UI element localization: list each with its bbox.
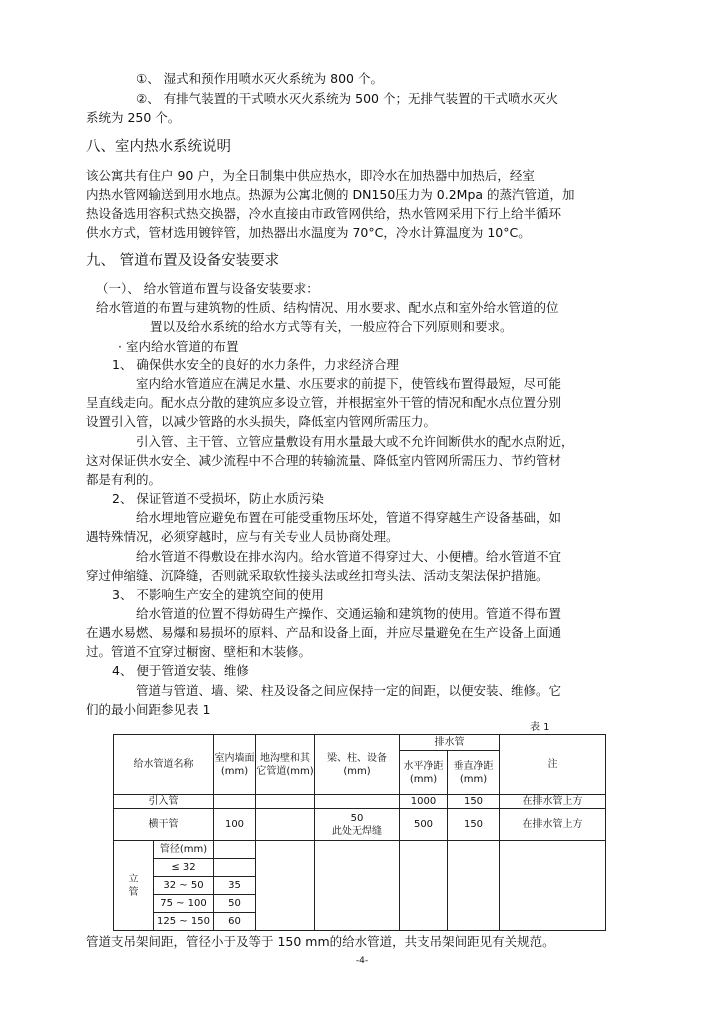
riser-size: 75 ~ 100 (154, 895, 214, 913)
numbered-heading: 4、 便于管道安装、维修 (112, 663, 249, 678)
paragraph-line: 给水管道不得敷设在排水沟内。给水管道不得穿过大、小便槽。给水管道不宜 (136, 549, 562, 564)
paragraph-line: 都是有利的。 (86, 472, 162, 487)
row-main-wall: 100 (214, 809, 256, 841)
header-drain-vertical: 垂直净距(mm) (448, 751, 500, 795)
header-drain: 排水管 (400, 735, 500, 751)
paragraph-line: 这对保证供水安全、减少流程中不合理的转输流量、降低室内管网所需压力、节约管材 (86, 453, 562, 468)
riser-label (114, 841, 154, 931)
paragraph-line: 给水管道的位置不得妨碍生产操作、交通运输和建筑物的使用。管道不得布置 (136, 606, 562, 621)
cell-empty (256, 809, 315, 841)
paragraph-line: 设置引入管，以减少管路的水头损失，降低室内管网所需压力。 (86, 414, 437, 429)
riser-size: 125 ~ 150 (154, 913, 214, 931)
riser-label-char: 立 (128, 873, 139, 885)
paragraph-line: 引入管、主干管、立管应量敷设有用水量最大或不允许间断供水的配水点附近， (136, 434, 574, 449)
paragraph-line: ①、 湿式和预作用喷水灭火系统为 800 个。 (136, 71, 383, 86)
paragraph-line: 们的最小间距参见表 1 (86, 702, 211, 717)
paragraph-line: 内热水管网输送到用水地点。热源为公寓北侧的 DN150压力为 0.2Mpa 的蒸汽管道，加 (86, 187, 575, 202)
numbered-heading: 2、 保证管道不受损坏，防止水质污染 (112, 491, 324, 506)
header-pipe-name: 给水管道名称 (114, 735, 214, 795)
header-note: 注 (500, 735, 606, 795)
paragraph-line: 该公寓共有住户 90 户，为全日制集中供应热水，即冷水在加热器中加热后，经室 (86, 168, 535, 183)
cell-empty (448, 841, 500, 931)
numbered-heading: 3、 不影响生产安全的建筑空间的使用 (112, 587, 324, 602)
paragraph-line: 给水管道的布置与建筑物的性质、结构情况、用水要求、配水点和室外给水管道的位 (96, 300, 559, 315)
cell-empty (256, 841, 315, 931)
row-main-vertical: 150 (448, 809, 500, 841)
riser-size: ≤ 32 (154, 859, 214, 877)
paragraph-line: ②、 有排气装置的干式喷水灭火系统为 500 个；无排气装置的干式喷水灭火 (136, 91, 558, 106)
subsection-heading: （一）、 给水管道布置与设备安装要求： (96, 281, 319, 296)
cell-empty (500, 841, 606, 931)
cell-empty (214, 795, 256, 809)
row-inlet-vertical: 150 (448, 795, 500, 809)
row-main-beam (315, 809, 400, 841)
riser-wall-value: 60 (214, 913, 256, 931)
header-trench: 地沟壁和其它管道(mm) (256, 735, 315, 795)
cell-empty (315, 795, 400, 809)
row-main-beam-remark: 此处无焊缝 (332, 825, 382, 837)
paragraph-line: 管道支吊架间距，管径小于及等于 150 mm的给水管道，共支吊架间距见有关规范。 (86, 934, 555, 949)
paragraph-line: 给水埋地管应避免布置在可能受重物压坏处，管道不得穿越生产设备基础，如 (136, 510, 562, 525)
paragraph-line: 置以及给水系统的给水方式等有关，一般应符合下列原则和要求。 (150, 319, 513, 334)
riser-wall-value: 35 (214, 877, 256, 895)
header-beam: 梁、柱、设备 (mm) (315, 735, 400, 795)
section-heading: 八、室内热水系统说明 (86, 139, 231, 155)
bullet-heading: · 室内给水管道的布置 (118, 339, 239, 354)
row-inlet-note: 在排水管上方 (500, 795, 606, 809)
cell-empty (256, 795, 315, 809)
paragraph-line: 在遇水易燃、易爆和易损坏的原料、产品和设备上面，并应尽量避免在生产设备上面通 (86, 625, 562, 640)
page-number: -4- (355, 956, 369, 966)
row-main-note: 在排水管上方 (500, 809, 606, 841)
riser-label-char: 管 (128, 886, 139, 898)
row-inlet-horizontal: 1000 (400, 795, 448, 809)
header-drain-horizontal: 水平净距(mm) (400, 751, 448, 795)
paragraph-line: 系统为 250 个。 (86, 110, 181, 125)
paragraph-line: 热设备选用容积式热交换器，冷水直接由市政管网供给，热水管网采用下行上给半循环 (86, 206, 562, 221)
cell-empty (214, 841, 256, 859)
riser-wall-value: 50 (214, 895, 256, 913)
paragraph-line: 过。管道不宜穿过橱窗、壁柜和木装修。 (86, 644, 312, 659)
paragraph-line: 穿过伸缩缝、沉降缝，否则就采取软性接头法或丝扣弯头法、活动支架法保护措施。 (86, 568, 549, 583)
spacing-table (113, 734, 606, 931)
riser-subheader: 管径(mm) (154, 841, 214, 859)
row-main-name: 横干管 (114, 809, 214, 841)
row-main-beam-value: 50 (350, 812, 364, 824)
riser-wall-value (214, 859, 256, 877)
row-inlet-name: 引入管 (114, 795, 214, 809)
riser-size: 32 ~ 50 (154, 877, 214, 895)
paragraph-line: 遇特殊情况，必须穿越时，应与有关专业人员协商处理。 (86, 529, 399, 544)
paragraph-line: 供水方式，管材选用镀锌管，加热器出水温度为 70°C，冷水计算温度为 10°C。 (86, 225, 531, 240)
numbered-heading: 1、 确保供水安全的良好的水力条件，力求经济合理 (112, 357, 399, 372)
table-caption: 表 1 (530, 722, 550, 733)
section-heading: 九、 管道布置及设备安装要求 (86, 253, 280, 269)
row-main-horizontal: 500 (400, 809, 448, 841)
paragraph-line: 管道与管道、墙、梁、柱及设备之间应保持一定的间距，以便安装、维修。它 (136, 683, 562, 698)
cell-empty (315, 841, 400, 931)
header-wall: 室内墙面(mm) (214, 735, 256, 795)
cell-empty (400, 841, 448, 931)
paragraph-line: 呈直线走向。配水点分散的建筑应多设立管，并根据室外干管的情况和配水点位置分别 (86, 395, 562, 410)
paragraph-line: 室内给水管道应在满足水量、水压要求的前提下，使管线布置得最短，尽可能 (136, 376, 562, 391)
